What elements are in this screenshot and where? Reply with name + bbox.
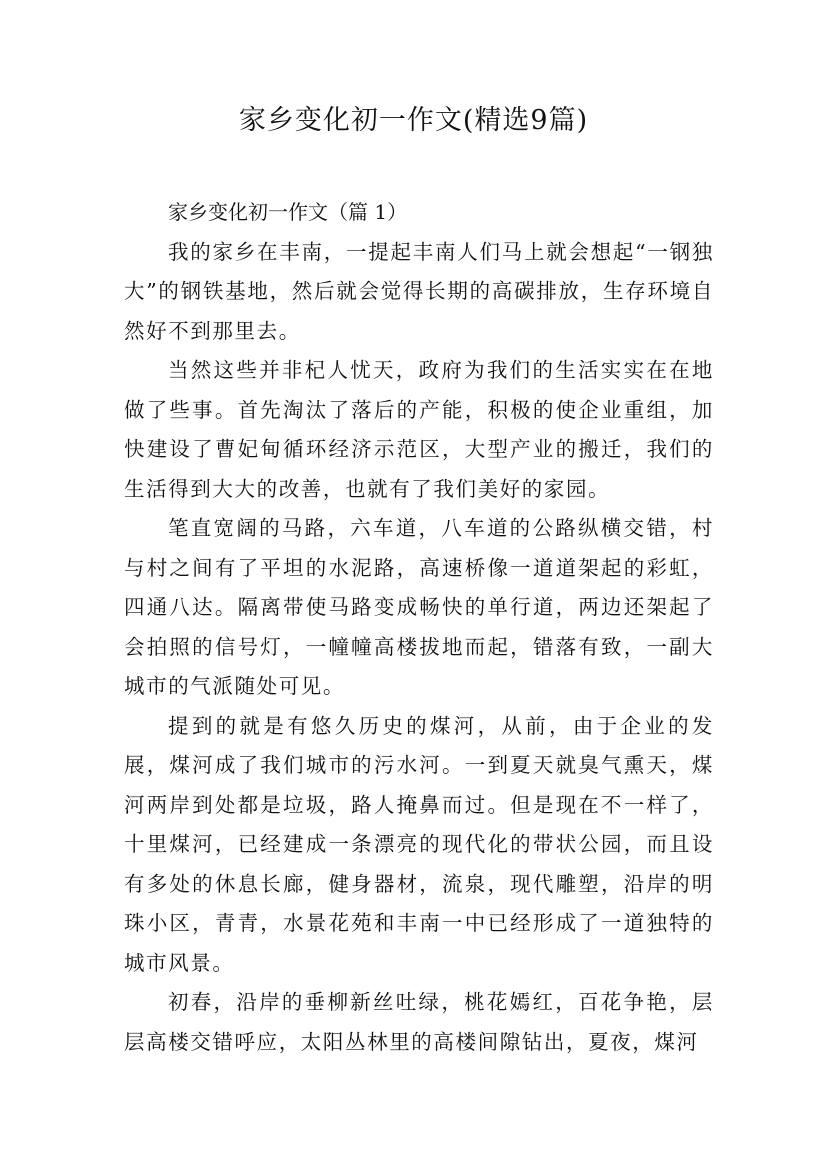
paragraph-2: 当然这些并非杞人忧天，政府为我们的生活实实在在地做了些事。首先淘汰了落后的产能，积极的使企业重组，加快建设了曹妃甸循环经济示范区，大型产业的搬迁，我们的生活得到大大的改善，也就有了我们美好的家园。 [124, 358, 714, 501]
document-body [124, 193, 714, 1062]
paragraph-1: 我的家乡在丰南，一提起丰南人们马上就会想起“一钢独大”的钢铁基地，然后就会觉得长期的高碳排放，生存环境自然好不到那里去。 [124, 239, 714, 343]
section-heading: 家乡变化初一作文（篇 1） [168, 200, 408, 224]
paragraph-3: 笔直宽阔的马路，六车道，八车道的公路纵横交错，村与村之间有了平坦的水泥路，高速桥像一道道架起的彩虹，四通八达。隔离带使马路变成畅快的单行道，两边还架起了会拍照的信号灯，一幢幢高楼拔地而起，错落有致，一副大城市的气派随处可见。 [124, 516, 714, 698]
document-title: 家乡变化初一作文(精选9篇) [238, 105, 589, 136]
paragraph-5: 初春，沿岸的垂柳新丝吐绿，桃花嫣红，百花争艳，层层高楼交错呼应，太阳丛林里的高楼间隙钻出，夏夜，煤河 [124, 990, 714, 1054]
paragraph-4: 提到的就是有悠久历史的煤河，从前，由于企业的发展，煤河成了我们城市的污水河。一到夏天就臭气熏天，煤河两岸到处都是垃圾，路人掩鼻而过。但是现在不一样了，十里煤河，已经建成一条漂亮的现代化的带状公园，而且设有多处的休息长廊，健身器材，流泉，现代雕塑，沿岸的明珠小区，青青，水景花苑和丰南一中已经形成了一道独特的城市风景。 [124, 713, 714, 975]
